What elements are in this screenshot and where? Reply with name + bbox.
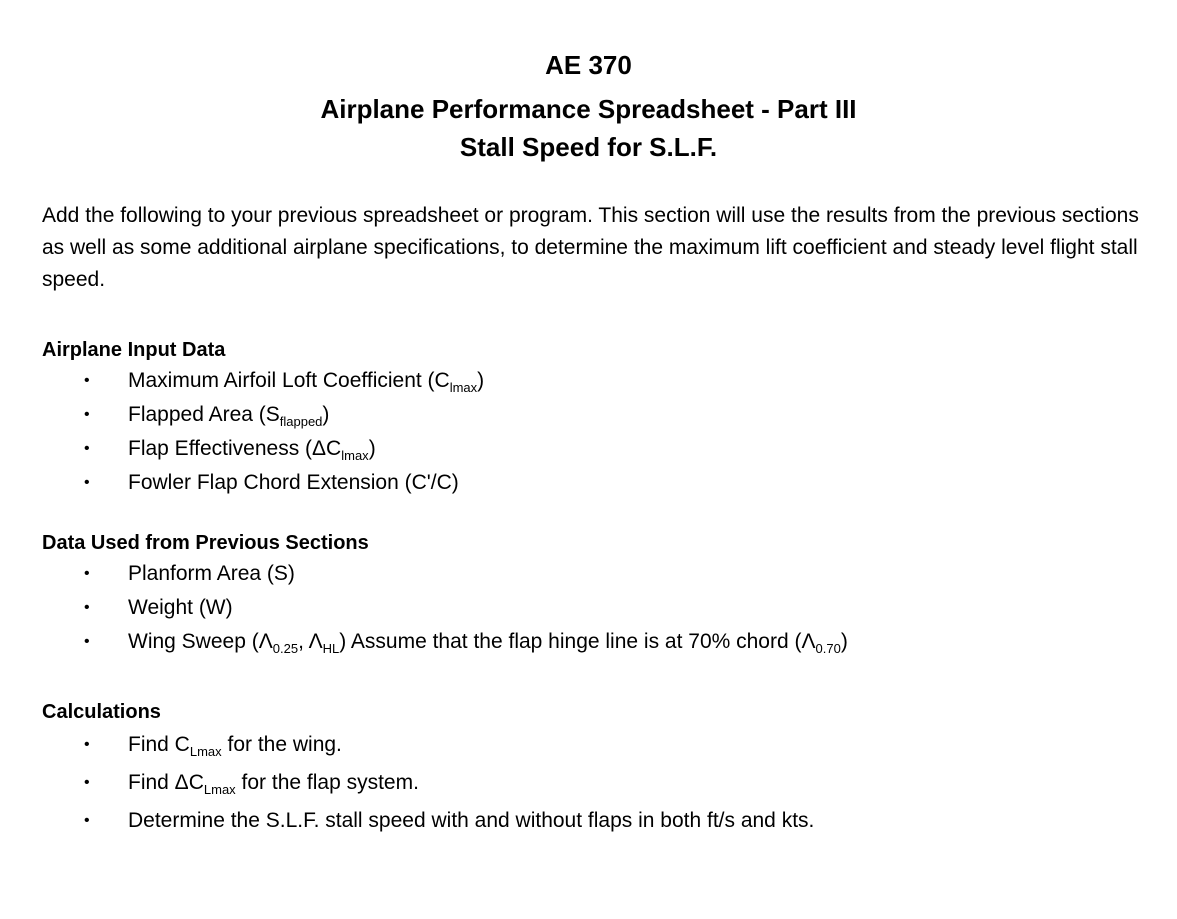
list-item [42,466,1142,500]
list-item [42,398,1142,432]
section-heading: Data Used from Previous Sections [42,532,369,554]
item-text: ) [368,437,376,460]
subscript: lmax [449,380,478,395]
item-text: for the wing. [221,733,342,756]
bullet-icon: • [84,736,90,753]
bullet-icon: • [84,812,90,829]
document-title: Airplane Performance Spreadsheet - Part III [320,94,857,124]
list-item [42,557,1142,591]
bullet-list [42,557,1142,659]
item-text: Flap Effectiveness (ΔC [128,437,342,460]
bullet-list [42,726,1142,840]
subscript: flapped [279,414,323,429]
bullet-icon: • [84,406,90,423]
list-item [42,591,1142,625]
item-text: Planform Area (S) [128,562,295,585]
section-previous-data [42,529,1142,659]
item-text: ) [322,403,330,426]
bullet-icon: • [84,633,90,650]
title-block [0,46,1177,166]
subscript: Lmax [189,744,222,759]
bullet-icon: • [84,565,90,582]
item-text: Flapped Area (S [128,403,280,426]
list-item [42,726,1142,764]
item-text: Maximum Airfoil Loft Coefficient (C [128,369,450,392]
intro-paragraph: Add the following to your previous spreadsheet or program. This section will use the results from the previous sections as well as some additional airplane specifications, to determine the maximum lift coefficient and steady level flight stall speed. [42,204,1139,291]
section-calculations [42,698,1142,840]
item-text: Find C [128,733,190,756]
item-text: Fowler Flap Chord Extension (C'/C) [128,471,459,494]
item-text: for the flap system. [235,771,419,794]
item-text: ) Assume that the flap hinge line is at 70% chord (Λ [339,630,816,653]
item-text: Wing Sweep (Λ [128,630,273,653]
list-item [42,432,1142,466]
list-item [42,764,1142,802]
section-airplane-input-data [42,336,1142,500]
subscript: 0.25 [272,641,299,656]
bullet-icon: • [84,440,90,457]
bullet-icon: • [84,774,90,791]
bullet-icon: • [84,372,90,389]
bullet-icon: • [84,599,90,616]
section-heading: Calculations [42,701,161,723]
list-item [42,625,1142,659]
subscript: 0.70 [815,641,841,656]
item-text: Find ΔC [128,771,204,794]
item-text: ) [840,630,848,653]
item-text: ) [477,369,485,392]
subscript: lmax [341,448,369,463]
document-subtitle: Stall Speed for S.L.F. [459,132,718,162]
list-item [42,364,1142,398]
section-heading: Airplane Input Data [42,339,226,361]
item-text: , Λ [298,630,323,653]
item-text: Determine the S.L.F. stall speed with and without flaps in both ft/s and kts. [128,809,815,832]
bullet-list [42,364,1142,500]
course-title: AE 370 [545,50,632,80]
subscript: Lmax [203,782,236,797]
bullet-icon: • [84,474,90,491]
list-item [42,802,1142,840]
item-text: Weight (W) [128,596,233,619]
subscript: HL [322,641,340,656]
